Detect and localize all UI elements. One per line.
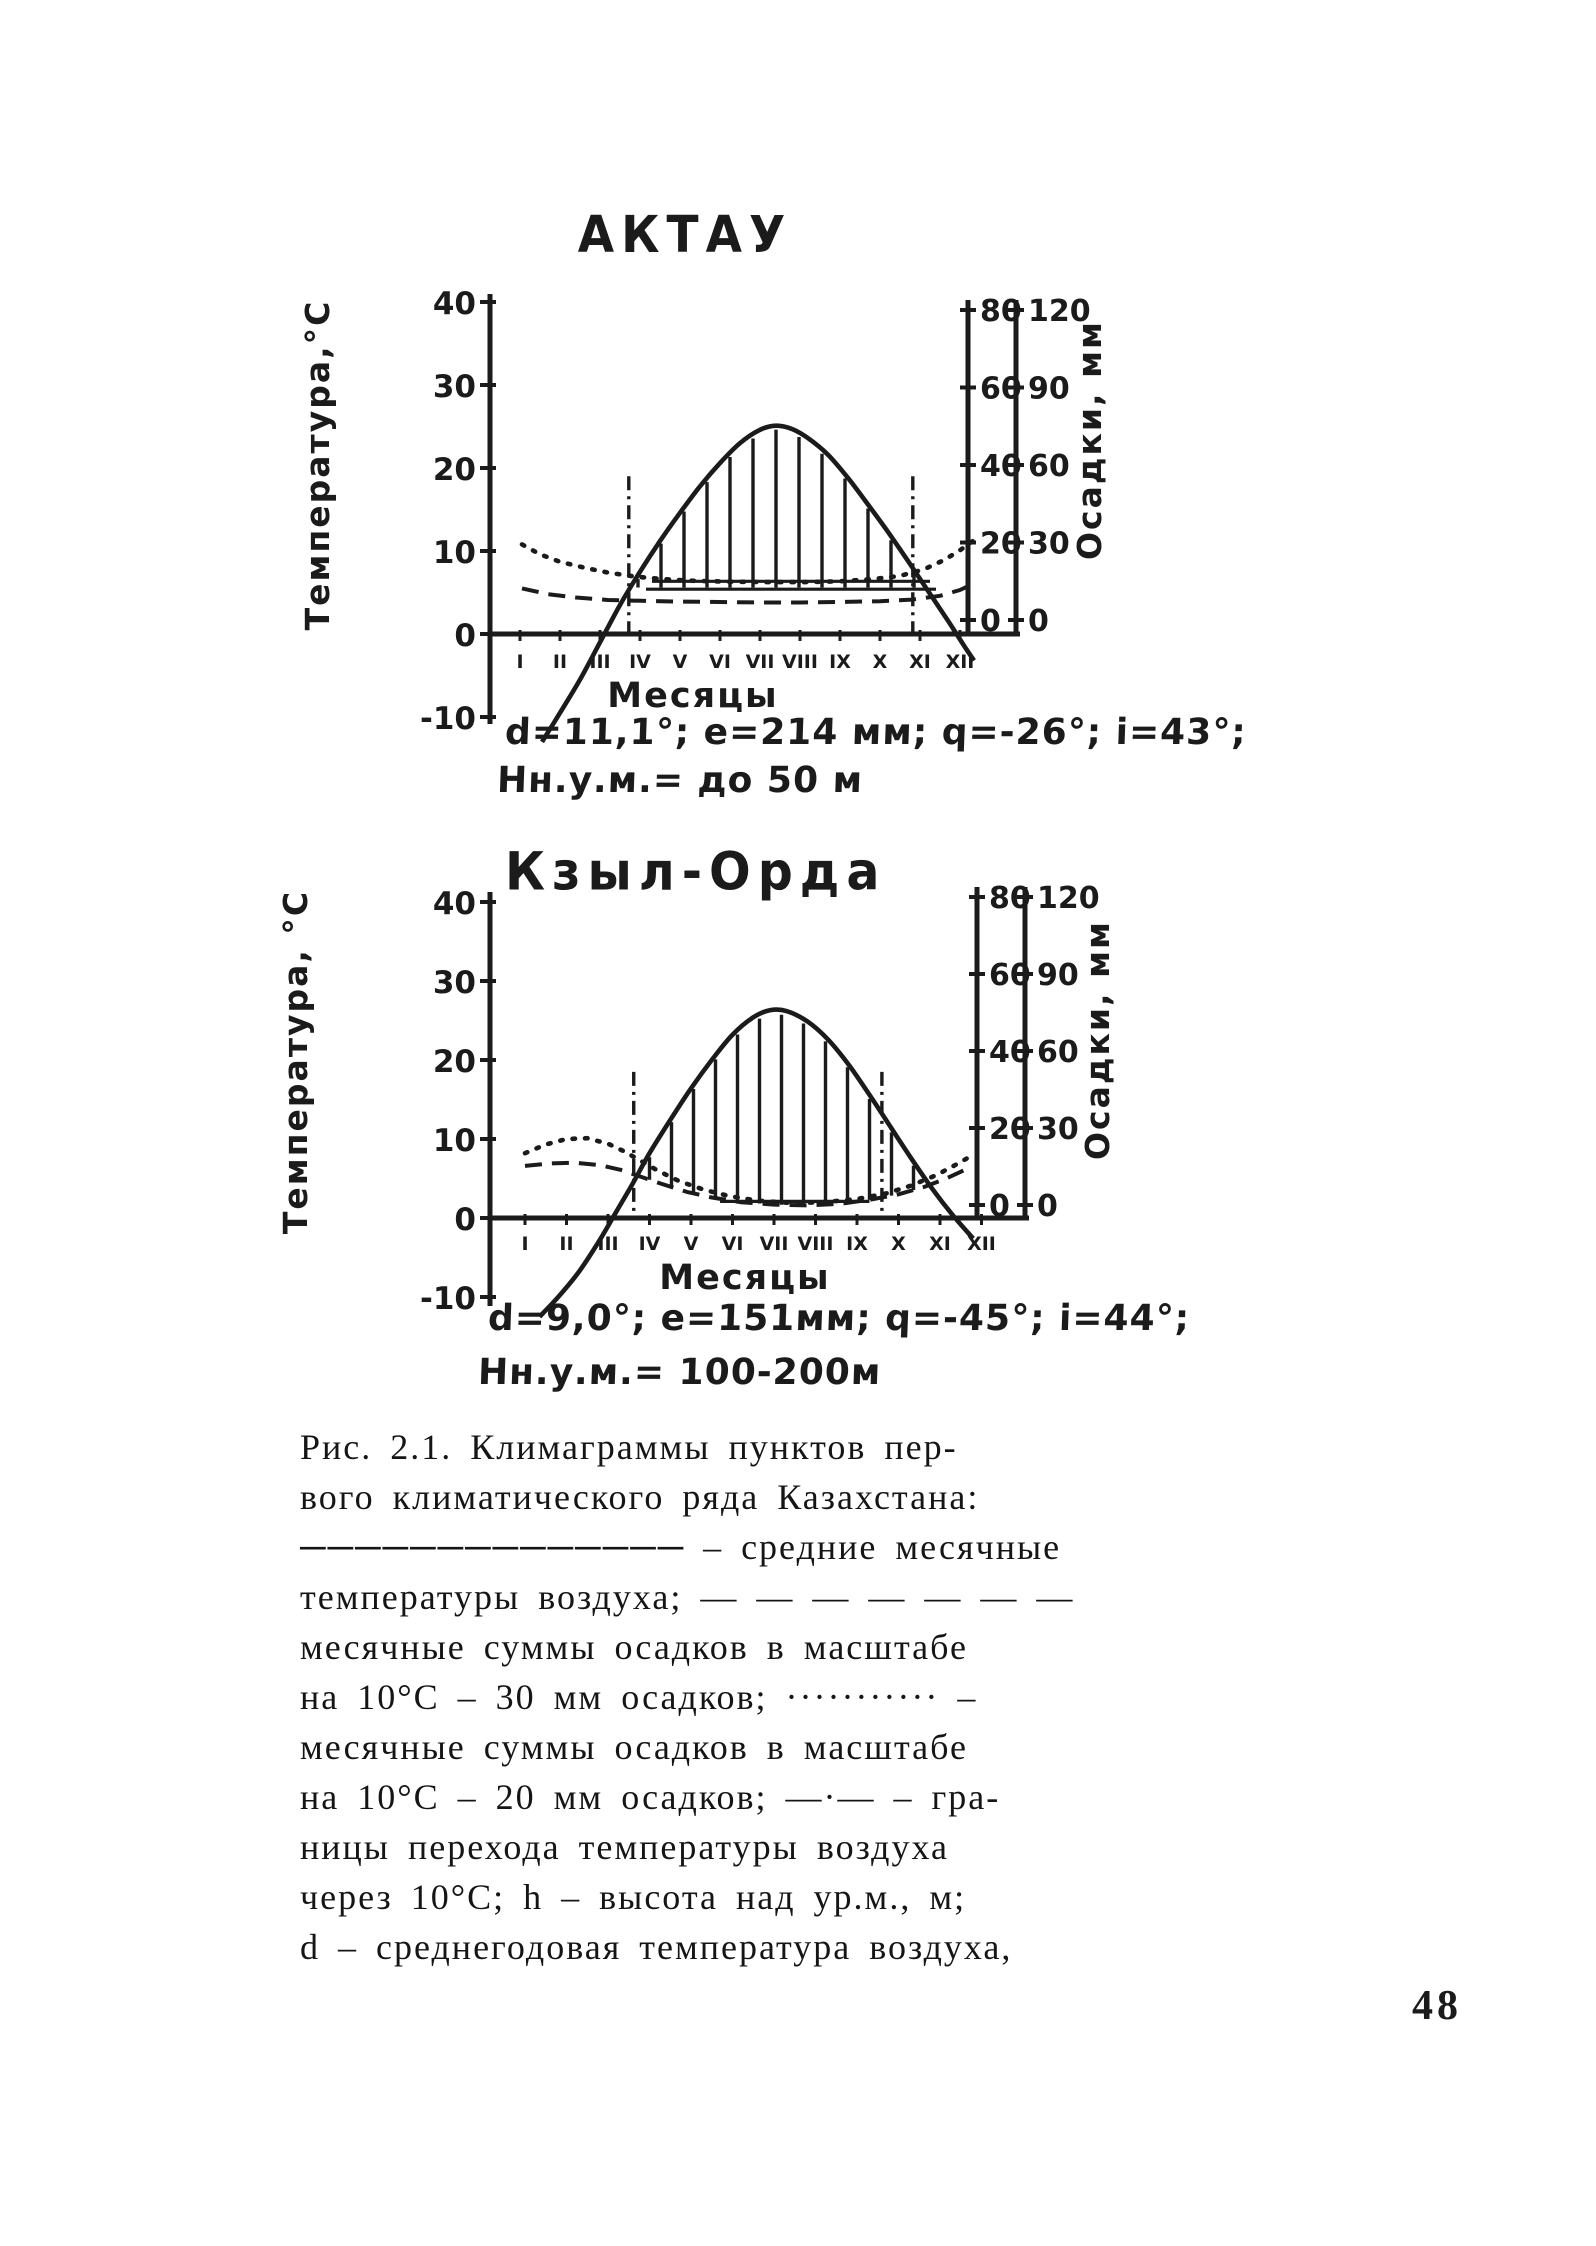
svg-text:40: 40: [980, 449, 1022, 484]
svg-text:60: 60: [980, 371, 1022, 407]
svg-text:IX: IX: [829, 651, 851, 673]
svg-text:40: 40: [432, 286, 476, 322]
svg-text:0: 0: [454, 618, 476, 654]
svg-text:XII: XII: [967, 1233, 996, 1255]
svg-text:IV: IV: [629, 651, 651, 673]
station-stats-line2-kzyl-orda: Нн.у.м.= 100-200м: [477, 1352, 882, 1393]
svg-text:20: 20: [432, 1044, 476, 1080]
svg-text:VI: VI: [709, 651, 731, 673]
svg-text:II: II: [552, 651, 568, 673]
svg-text:120: 120: [1037, 881, 1100, 916]
station-stats-line1-aktau: d=11,1°; е=214 мм; q=-26°; i=43°;: [504, 712, 1248, 753]
svg-text:20: 20: [432, 452, 476, 488]
svg-text:I: I: [521, 1233, 529, 1255]
svg-text:30: 30: [432, 369, 476, 405]
svg-text:0: 0: [980, 604, 1001, 639]
svg-text:0: 0: [989, 1189, 1010, 1224]
precipitation-axis-label-kzyl-orda: Осадки, мм: [1078, 919, 1117, 1161]
station-stats-line1-kzyl-orda: d=9,0°; е=151мм; q=-45°; i=44°;: [487, 1298, 1191, 1339]
caption-line: через 10°С; h – высота над ур.м., м;: [300, 1877, 967, 1917]
svg-text:XII: XII: [945, 651, 975, 673]
caption-line: d – среднегодовая температура воздуха,: [300, 1927, 1013, 1967]
svg-text:IV: IV: [638, 1233, 661, 1255]
svg-text:90: 90: [1028, 371, 1070, 407]
svg-text:II: II: [559, 1233, 574, 1255]
caption-line-legend-dashdot: на 10°С – 20 мм осадков; —·— – гра-: [300, 1777, 1001, 1817]
svg-text:20: 20: [989, 1112, 1031, 1147]
caption-line: месячные суммы осадков в масштабе: [300, 1627, 968, 1667]
svg-text:VII: VII: [759, 1233, 789, 1255]
svg-text:120: 120: [1028, 294, 1091, 329]
figure-caption: [300, 1422, 1300, 1972]
climagram-kzyl-orda: [420, 881, 1100, 1317]
svg-text:III: III: [597, 1233, 619, 1255]
svg-text:-10: -10: [419, 701, 476, 737]
svg-text:VI: VI: [721, 1233, 744, 1255]
chart-title-aktau: АКТАУ: [577, 205, 793, 266]
svg-text:60: 60: [1028, 449, 1070, 484]
temperature-axis-label-aktau: Температура,°С: [298, 299, 337, 631]
caption-line: вого климатического ряда Казахстана:: [300, 1477, 980, 1517]
svg-text:III: III: [589, 651, 611, 673]
svg-text:30: 30: [1028, 526, 1070, 562]
svg-text:30: 30: [1037, 1112, 1079, 1147]
svg-text:X: X: [872, 651, 888, 673]
svg-text:VIII: VIII: [797, 1233, 834, 1255]
months-axis-label-aktau: Месяцы: [607, 676, 779, 716]
caption-line: Рис. 2.1. Климаграммы пунктов пер-: [300, 1427, 958, 1467]
svg-text:90: 90: [1037, 958, 1079, 993]
svg-text:XI: XI: [909, 651, 931, 673]
caption-line-legend-dotted: на 10°С – 30 мм осадков; ··········· –: [300, 1677, 978, 1717]
svg-text:40: 40: [989, 1035, 1031, 1070]
caption-line: ницы перехода температуры воздуха: [300, 1827, 949, 1867]
svg-text:80: 80: [989, 881, 1031, 916]
caption-line: месячные суммы осадков в масштабе: [300, 1727, 968, 1767]
svg-text:IX: IX: [846, 1233, 868, 1255]
page-number: 48: [1412, 1983, 1462, 2029]
svg-text:X: X: [891, 1233, 906, 1255]
svg-text:30: 30: [432, 965, 476, 1001]
chart-title-kzyl-orda: Кзыл-Орда: [505, 840, 887, 903]
svg-text:10: 10: [432, 1123, 476, 1159]
svg-text:VIII: VIII: [782, 651, 818, 673]
months-axis-label-kzyl-orda: Месяцы: [659, 1258, 831, 1298]
svg-text:80: 80: [980, 294, 1022, 329]
svg-text:-10: -10: [419, 1281, 476, 1317]
station-stats-line2-aktau: Нн.у.м.= до 50 м: [496, 760, 864, 801]
svg-text:V: V: [683, 1233, 699, 1255]
svg-text:40: 40: [432, 886, 476, 922]
caption-line-legend-dashed: температуры воздуха; — — — — — — —: [300, 1577, 1075, 1617]
svg-text:0: 0: [454, 1202, 476, 1238]
svg-text:V: V: [672, 651, 688, 673]
svg-text:XI: XI: [929, 1233, 951, 1255]
svg-text:0: 0: [1028, 604, 1049, 639]
svg-text:VII: VII: [745, 651, 775, 673]
svg-text:I: I: [516, 651, 524, 673]
caption-line-legend-solid: ────────────── – средние месячные: [300, 1527, 1062, 1567]
climagram-aktau: [420, 286, 1091, 742]
svg-text:60: 60: [1037, 1035, 1079, 1070]
svg-text:0: 0: [1037, 1189, 1058, 1224]
svg-text:20: 20: [980, 526, 1022, 562]
svg-text:60: 60: [989, 958, 1031, 993]
svg-text:10: 10: [432, 535, 476, 571]
temperature-axis-label-kzyl-orda: Температура, °С: [276, 889, 315, 1235]
precipitation-axis-label-aktau: Осадки, мм: [1070, 319, 1109, 561]
